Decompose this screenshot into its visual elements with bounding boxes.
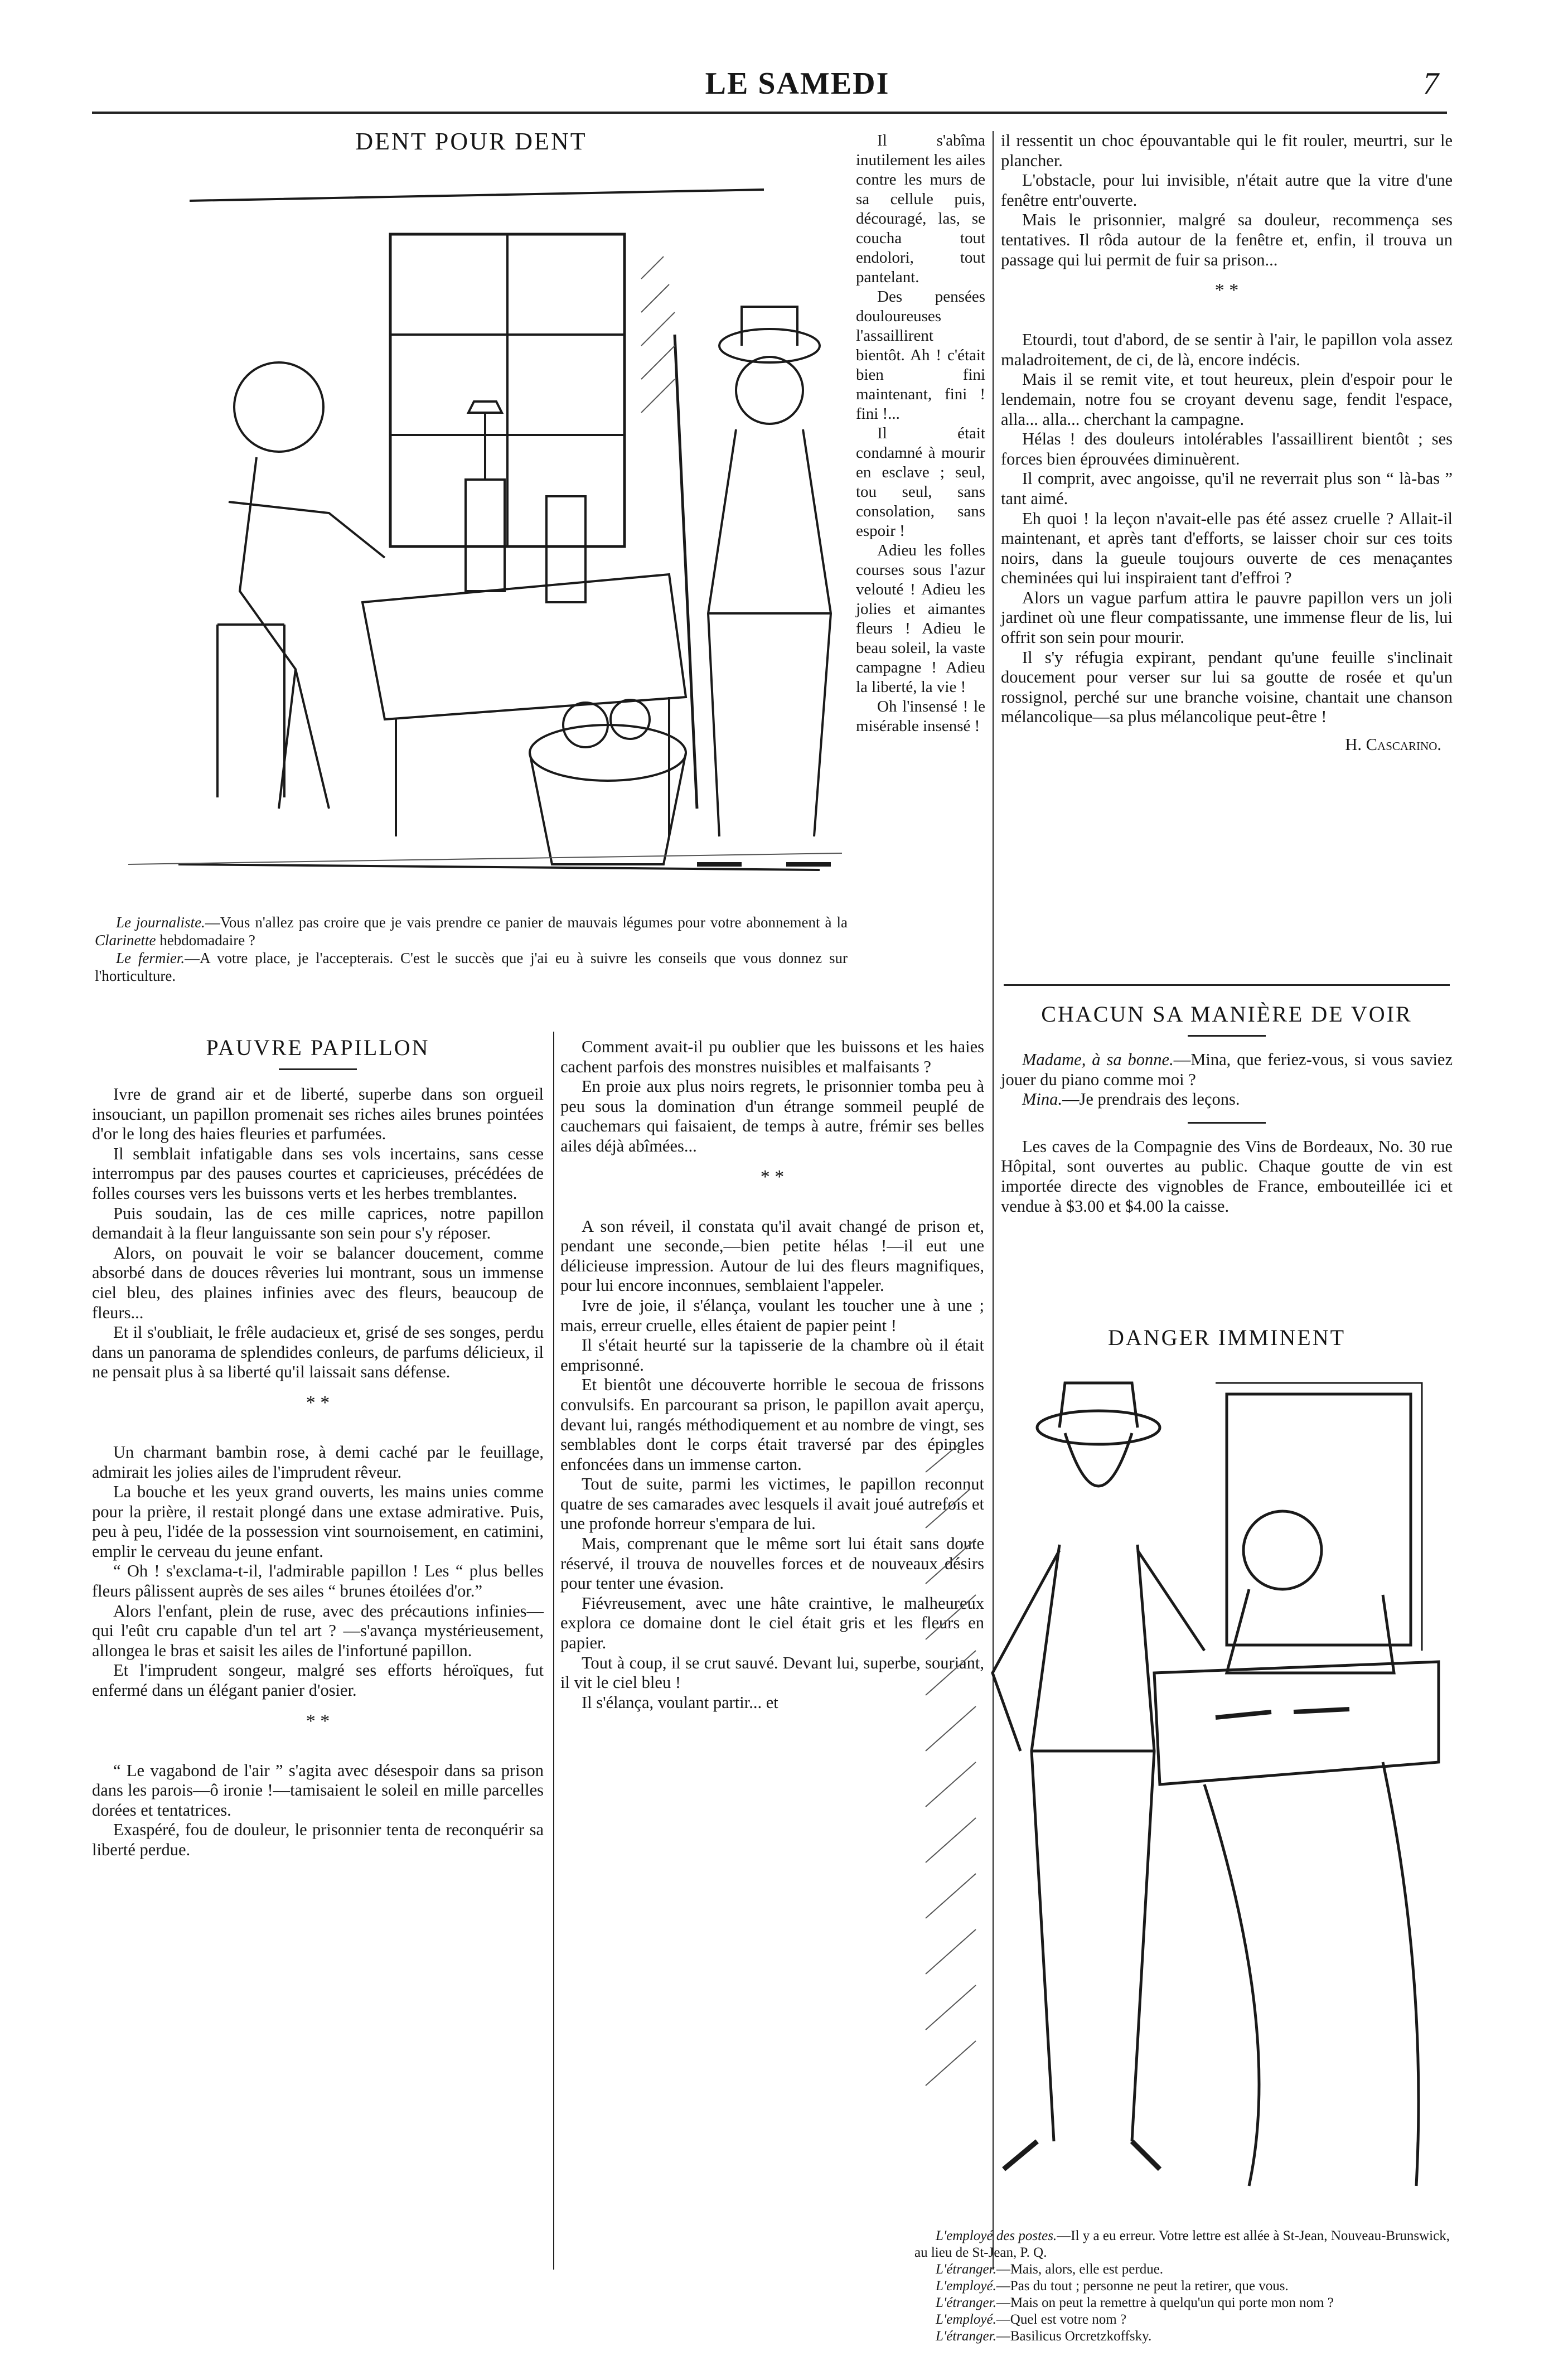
paragraph: Exaspéré, fou de douleur, le prisonnier tenta de reconquérir sa liberté perdue. (92, 1820, 544, 1859)
paragraph: Il s'y réfugia expirant, pendant qu'une feuille s'inclinait doucement pour verser sur lui sa goutte de rosée et qu'un rossignol, perché sur une branche voisine, chantait une chanson mélancolique—sa plus mélancolique peut-être ! (1001, 647, 1453, 727)
papillon-header (92, 1034, 544, 1083)
paragraph: Il semblait infatigable dans ses vols incertains, sans cesse interrompus par des pauses courtes et capricieuses, précédées de folles courses vers les buissons verts et les herbes tremblantes. (92, 1144, 544, 1203)
title-rule (1188, 1122, 1266, 1124)
paragraph: Tout à coup, il se crut sauvé. Devant lui, superbe, souriant, il vit le ciel bleu ! (560, 1653, 984, 1692)
chacun-title: CHACUN SA MANIÈRE DE VOIR (1041, 1002, 1412, 1027)
paragraph: Il s'abîma inutilement les ailes contre les murs de sa cellule puis, découragé, las, se coucha tout endolori, tout pantelant. (856, 132, 985, 286)
title-rule (1188, 1035, 1266, 1037)
section-stars: * * (306, 1392, 330, 1413)
section-stars: * * (306, 1710, 330, 1731)
paragraph: Il était condamné à mourir en esclave ; seul, tou seul, sans consolation, sans espoir ! (856, 424, 985, 540)
title-rule (279, 1068, 357, 1070)
paragraph: Fiévreusement, avec une hâte craintive, le malheureux explora ce domaine dont le ciel était gris et les fleurs en papier. (560, 1593, 984, 1653)
caption-line: L'employé.—Quel est votre nom ? (936, 2312, 1127, 2327)
paragraph: Mais il se remit vite, et tout heureux, plein d'espoir pour le lendemain, notre fou se croyant devenu sage, fendit l'espace, alla... alla... cherchant la campagne. (1001, 370, 1453, 429)
paragraph: Oh l'insensé ! le misérable insensé ! (856, 698, 985, 735)
paragraph: Comment avait-il pu oublier que les buissons et les haies cachent parfois des monstres nuisibles et malfaisants ? (560, 1037, 984, 1076)
paragraph: L'obstacle, pour lui invisible, n'était autre que la vitre d'une fenêtre entr'ouverte. (1001, 171, 1453, 210)
dent-caption (95, 913, 848, 985)
dent-section (95, 127, 848, 156)
paragraph: il ressentit un choc épouvantable qui le fit rouler, meurtri, sur le plancher. (1001, 131, 1453, 170)
paragraph: Etourdi, tout d'abord, de se sentir à l'air, le papillon vola assez maladroitement, de ci, de là, encore indécis. (1001, 330, 1453, 369)
paragraph: Ivre de grand air et de liberté, superbe dans son orgueil insouciant, un papillon promenait ses riches ailes brunes pointées d'or le long des haies fleuries et parfumées. (92, 1085, 544, 1144)
paragraph: Et il s'oubliait, le frêle audacieux et, grisé de ses songes, perdu dans un panorama de splendides conleurs, de parfums délicieux, il ne pensait plus à sa liberté qu'il laissait sans défense. (92, 1323, 544, 1382)
caption-line: L'étranger.—Mais, alors, elle est perdue. (936, 2262, 1164, 2277)
danger-caption (914, 2228, 1450, 2345)
paragraph: Et l'imprudent songeur, malgré ses efforts héroïques, fut enfermé dans un élégant panier d'osier. (92, 1661, 544, 1700)
paragraph: “ Le vagabond de l'air ” s'agita avec désespoir dans sa prison dans les parois—ô ironie !—tamisaient le soleil en mille parcelles dorées et tentatrices. (92, 1760, 544, 1820)
paragraph: Hélas ! des douleurs intolérables l'assaillirent bientôt ; ses forces bien éprouvées diminuèrent. (1001, 429, 1453, 468)
danger-illustration (892, 1361, 1450, 2219)
paragraph: Un charmant bambin rose, à demi caché par le feuillage, admirait les jolies ailes de l'imprudent rêveur. (92, 1442, 544, 1482)
paragraph: Tout de suite, parmi les victimes, le papillon reconnut quatre de ses camarades avec lesquels il avait joué autrefois et une profonde horreur s'empara de lui. (560, 1474, 984, 1534)
newspaper-title: LE SAMEDI (705, 66, 890, 101)
danger-header (1001, 1324, 1453, 1351)
paragraph: Il comprit, avec angoisse, qu'il ne reverrait plus son “ là-bas ” tant aimé. (1001, 469, 1453, 508)
section-rule (1004, 984, 1450, 986)
caption-line: L'employé des postes.—Il y a eu erreur. Votre lettre est allée à St-Jean, Nouveau-Brunswick, au lieu de St-Jean, P. Q. (914, 2228, 1450, 2260)
paragraph: Alors, on pouvait le voir se balancer doucement, comme absorbé dans de douces rêveries lui montrant, sous un immense ciel bleu, des plaines infinies avec des fleurs, beaucoup de fleurs... (92, 1243, 544, 1322)
advert-text: Les caves de la Compagnie des Vins de Bordeaux, No. 30 rue Hôpital, sont ouvertes au public. Chaque goutte de vin est importée directe des vignobles de France, embouteillée ici et vendue à $3.00 et $4.00 la caisse. (1001, 1136, 1453, 1216)
paragraph: Il s'était heurté sur la tapisserie de la chambre où il était emprisonné. (560, 1336, 984, 1375)
page-number: 7 (1423, 66, 1439, 101)
caption-line: L'employé.—Pas du tout ; personne ne peut la retirer, que vous. (936, 2279, 1289, 2294)
paragraph: Alors un vague parfum attira le pauvre papillon vers un joli jardinet où une fleur compatissante, une immense fleur de lis, lui offrit son sein pour mourir. (1001, 588, 1453, 647)
signature: H. Cascarino. (1345, 735, 1441, 754)
paragraph: Alors l'enfant, plein de ruse, avec des précautions infinies—qui l'eût cru capable d'un tel art ? —s'avança mystérieusement, allongea le bras et saisit les ailes de l'infortuné papillon. (92, 1601, 544, 1660)
wine-advert (1001, 1137, 1453, 1216)
caption-line: L'étranger.—Mais on peut la remettre à quelqu'un qui porte mon nom ? (936, 2295, 1334, 2310)
paragraph: Et bientôt une découverte horrible le secoua de frissons convulsifs. En parcourant sa prison, le papillon avait aperçu, devant lui, rangés méthodiquement et au nombre de vingt, ses semblables dont le corps était traversé par des épingles enfoncées dans un immense carton. (560, 1375, 984, 1474)
paragraph: Il s'élança, voulant partir... et (582, 1692, 778, 1712)
papillon-title: PAUVRE PAPILLON (206, 1035, 430, 1060)
paragraph: Des pensées douloureuses l'assaillirent bientôt. Ah ! c'était bien fini maintenant, fini ! fini !... (856, 288, 985, 423)
chacun-dialogue (1001, 1050, 1453, 1110)
paragraph: “ Oh ! s'exclama-t-il, l'admirable papillon ! Les “ plus belles fleurs pâlissent auprès de ses ailes “ brunes étoilées d'or.” (92, 1561, 544, 1601)
dent-caption-line: Le journaliste.—Vous n'allez pas croire que je vais prendre ce panier de mauvais légumes pour votre abonnement à la Clarinette hebdomadaire ? (95, 914, 848, 949)
paragraph: Ivre de joie, il s'élança, voulant les toucher une à une ; mais, erreur cruelle, elles étaient de papier peint ! (560, 1295, 984, 1335)
paragraph: Puis soudain, las de ces mille caprices, notre papillon demandait à la fleur languissante son sein pour s'y réposer. (92, 1203, 544, 1243)
paragraph: En proie aux plus noirs regrets, le prisonnier tomba peu à peu sous la domination d'un étrange sommeil peuplé de cauchemars qui faisaient, de temps à autre, frémir ses belles ailes déjà abîmées... (560, 1077, 984, 1155)
paragraph: Adieu les folles courses sous l'azur velouté ! Adieu les jolies et aimantes fleurs ! Adieu le beau soleil, la vaste campagne ! Adieu la liberté, la vie ! (856, 541, 985, 696)
dialogue-line: Madame, à sa bonne.—Mina, que feriez-vous, si vous saviez jouer du piano comme moi ? (1001, 1050, 1453, 1089)
masthead (0, 66, 1544, 116)
dent-illustration (95, 167, 848, 903)
papillon-column-3 (1001, 131, 1453, 755)
caption-line: L'étranger.—Basilicus Orcretzkoffsky. (936, 2329, 1152, 2344)
paragraph: Mais, comprenant que le même sort lui était sans doute réservé, il trouva de nouvelles forces et de nouveaux désirs pour tenter une évasion. (560, 1534, 984, 1593)
header-rule (92, 112, 1447, 114)
paragraph: Mais le prisonnier, malgré sa douleur, recommença ses tentatives. Il rôda autour de la fenêtre et, enfin, il trouva un passage qui lui permit de fuir sa prison... (1001, 210, 1453, 269)
dialogue-line: Mina.—Je prendrais des leçons. (1022, 1090, 1240, 1109)
paragraph: La bouche et les yeux grand ouverts, les mains unies comme pour la prière, il restait plongé dans une extase admirative. Puis, peu à peu, l'idée de la possession vint sournoisement, en catimini, emplir le cerveau du jeune enfant. (92, 1482, 544, 1561)
papillon-narrow-column (856, 131, 985, 736)
section-stars: * * (1214, 280, 1239, 301)
section-stars: * * (760, 1166, 785, 1187)
papillon-column-1 (92, 1085, 544, 1860)
dent-title: DENT POUR DENT (355, 128, 587, 155)
column-rule (553, 1032, 554, 2270)
paragraph: Eh quoi ! la leçon n'avait-elle pas été assez cruelle ? Allait-il maintenant, et après tant d'efforts, se laisser choir sur ces toits noirs, dans la gueule toujours ouverte de ces menaçantes cheminées qui lui inspiraient tant d'effroi ? (1001, 509, 1453, 588)
paragraph: A son réveil, il constata qu'il avait changé de prison et, pendant une seconde,—bien petite hélas !—il eut une délicieuse impression. Autour de lui des fleurs magnifiques, pour lui encore inconnues, semblaient l'appeler. (560, 1216, 984, 1295)
chacun-section (1001, 1001, 1453, 1216)
danger-title: DANGER IMMINENT (1107, 1325, 1346, 1350)
dent-caption-line: Le fermier.—A votre place, je l'accepterais. C'est le succès que j'ai eu à suivre les conseils que vous donnez sur l'horticulture. (95, 950, 848, 984)
